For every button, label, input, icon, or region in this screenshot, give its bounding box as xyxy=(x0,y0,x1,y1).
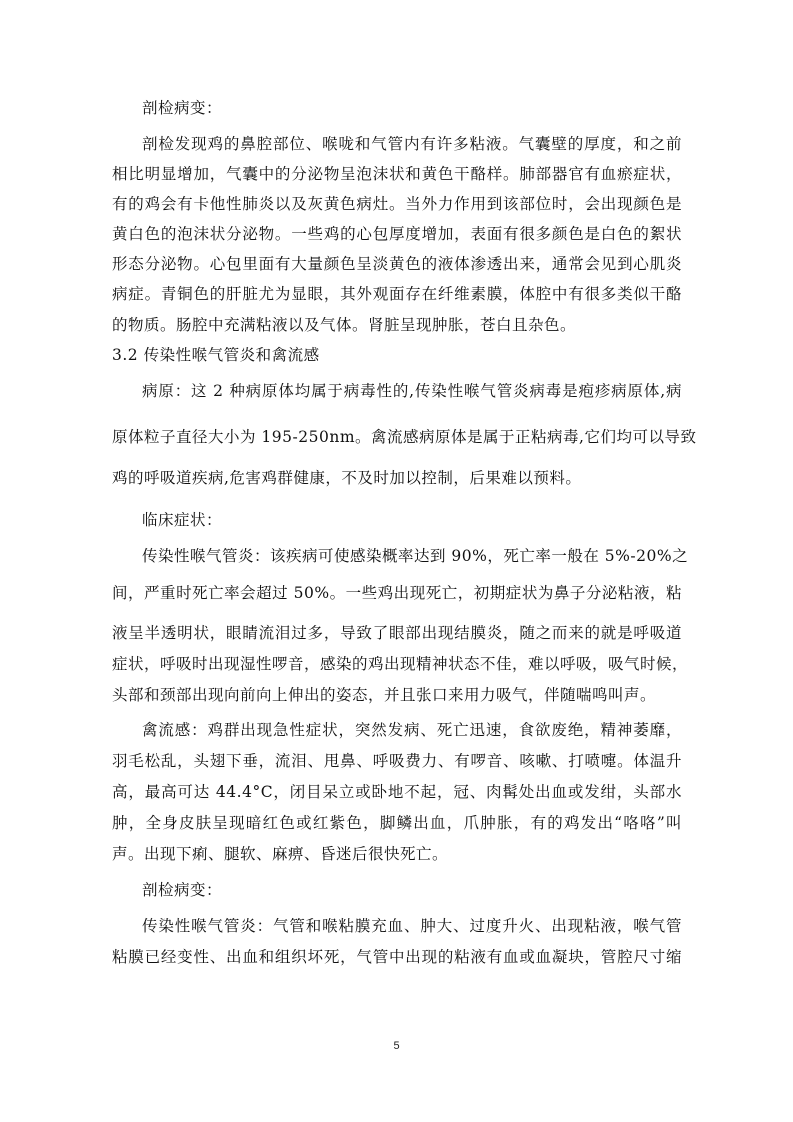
subheading-clinical: 临床症状： xyxy=(142,511,223,529)
paragraph-line: 肿，全身皮肤呈现暗红色或红紫色，脚鳞出血，爪肿胀，有的鸡发出“咯咯”叫 xyxy=(112,814,682,832)
section-heading: 3.2 传染性喉气管炎和禽流感 xyxy=(112,346,320,364)
paragraph-line: 禽流感：鸡群出现急性症状，突然发病、死亡迅速，食欲废绝，精神萎靡， xyxy=(142,721,682,739)
paragraph-line: 的物质。肠腔中充满粘液以及气体。肾脏呈现肿胀，苍白且杂色。 xyxy=(112,316,577,334)
subheading-autopsy: 剖检病变： xyxy=(142,99,223,117)
paragraph-line: 头部和颈部出现向前向上伸出的姿态，并且张口来用力吸气，伴随喘鸣叫声。 xyxy=(112,686,657,704)
paragraph-line: 原体粒子直径大小为 195-250nm。禽流感病原体是属于正粘病毒,它们均可以导致 xyxy=(112,428,697,446)
paragraph-line: 剖检发现鸡的鼻腔部位、喉咙和气管内有许多粘液。气囊壁的厚度，和之前 xyxy=(142,135,682,153)
paragraph-line: 液呈半透明状，眼睛流泪过多，导致了眼部出现结膜炎，随之而来的就是呼吸道 xyxy=(112,624,682,642)
paragraph-line: 有的鸡会有卡他性肺炎以及灰黄色病灶。当外力作用到该部位时，会出现颜色是 xyxy=(112,195,682,213)
paragraph-line: 羽毛松乱，头翅下垂，流泪、甩鼻、呼吸费力、有啰音、咳嗽、打喷嚏。体温升 xyxy=(112,752,682,770)
page-number: 5 xyxy=(393,1040,400,1052)
paragraph-line: 黄白色的泡沫状分泌物。一些鸡的心包厚度增加，表面有很多颜色是白色的絮状 xyxy=(112,225,682,243)
paragraph-line: 间，严重时死亡率会超过 50%。一些鸡出现死亡，初期症状为鼻子分泌粘液，粘 xyxy=(112,584,682,602)
paragraph-line: 声。出现下痢、腿软、麻痹、昏迷后很快死亡。 xyxy=(112,845,449,863)
paragraph-line: 形态分泌物。心包里面有大量颜色呈淡黄色的液体渗透出来，通常会见到心肌炎 xyxy=(112,255,682,273)
paragraph-line: 传染性喉气管炎：气管和喉粘膜充血、肿大、过度升火、出现粘液，喉气管 xyxy=(142,917,682,935)
paragraph-line: 相比明显增加，气囊中的分泌物呈泡沫状和黄色干酪样。肺部器官有血瘀症状， xyxy=(112,165,682,183)
subheading-autopsy: 剖检病变： xyxy=(142,881,223,899)
paragraph-line: 传染性喉气管炎：该疾病可使感染概率达到 90%，死亡率一般在 5%-20%之 xyxy=(142,547,689,565)
paragraph-line: 症状，呼吸时出现湿性啰音，感染的鸡出现精神状态不佳，难以呼吸，吸气时候， xyxy=(112,655,689,673)
paragraph-line: 鸡的呼吸道疾病,危害鸡群健康，不及时加以控制，后果难以预料。 xyxy=(112,469,582,487)
paragraph-line: 高，最高可达 44.4°C，闭目呆立或卧地不起，冠、肉髯处出血或发绀，头部水 xyxy=(112,783,682,801)
paragraph-line: 病原：这 2 种病原体均属于病毒性的,传染性喉气管炎病毒是疱疹病原体,病 xyxy=(142,382,682,400)
paragraph-line: 病症。青铜色的肝脏尤为显眼，其外观面存在纤维素膜，体腔中有很多类似干酪 xyxy=(112,285,682,303)
paragraph-line: 粘膜已经变性、出血和组织坏死，气管中出现的粘液有血或血凝块，管腔尺寸缩 xyxy=(112,948,682,966)
